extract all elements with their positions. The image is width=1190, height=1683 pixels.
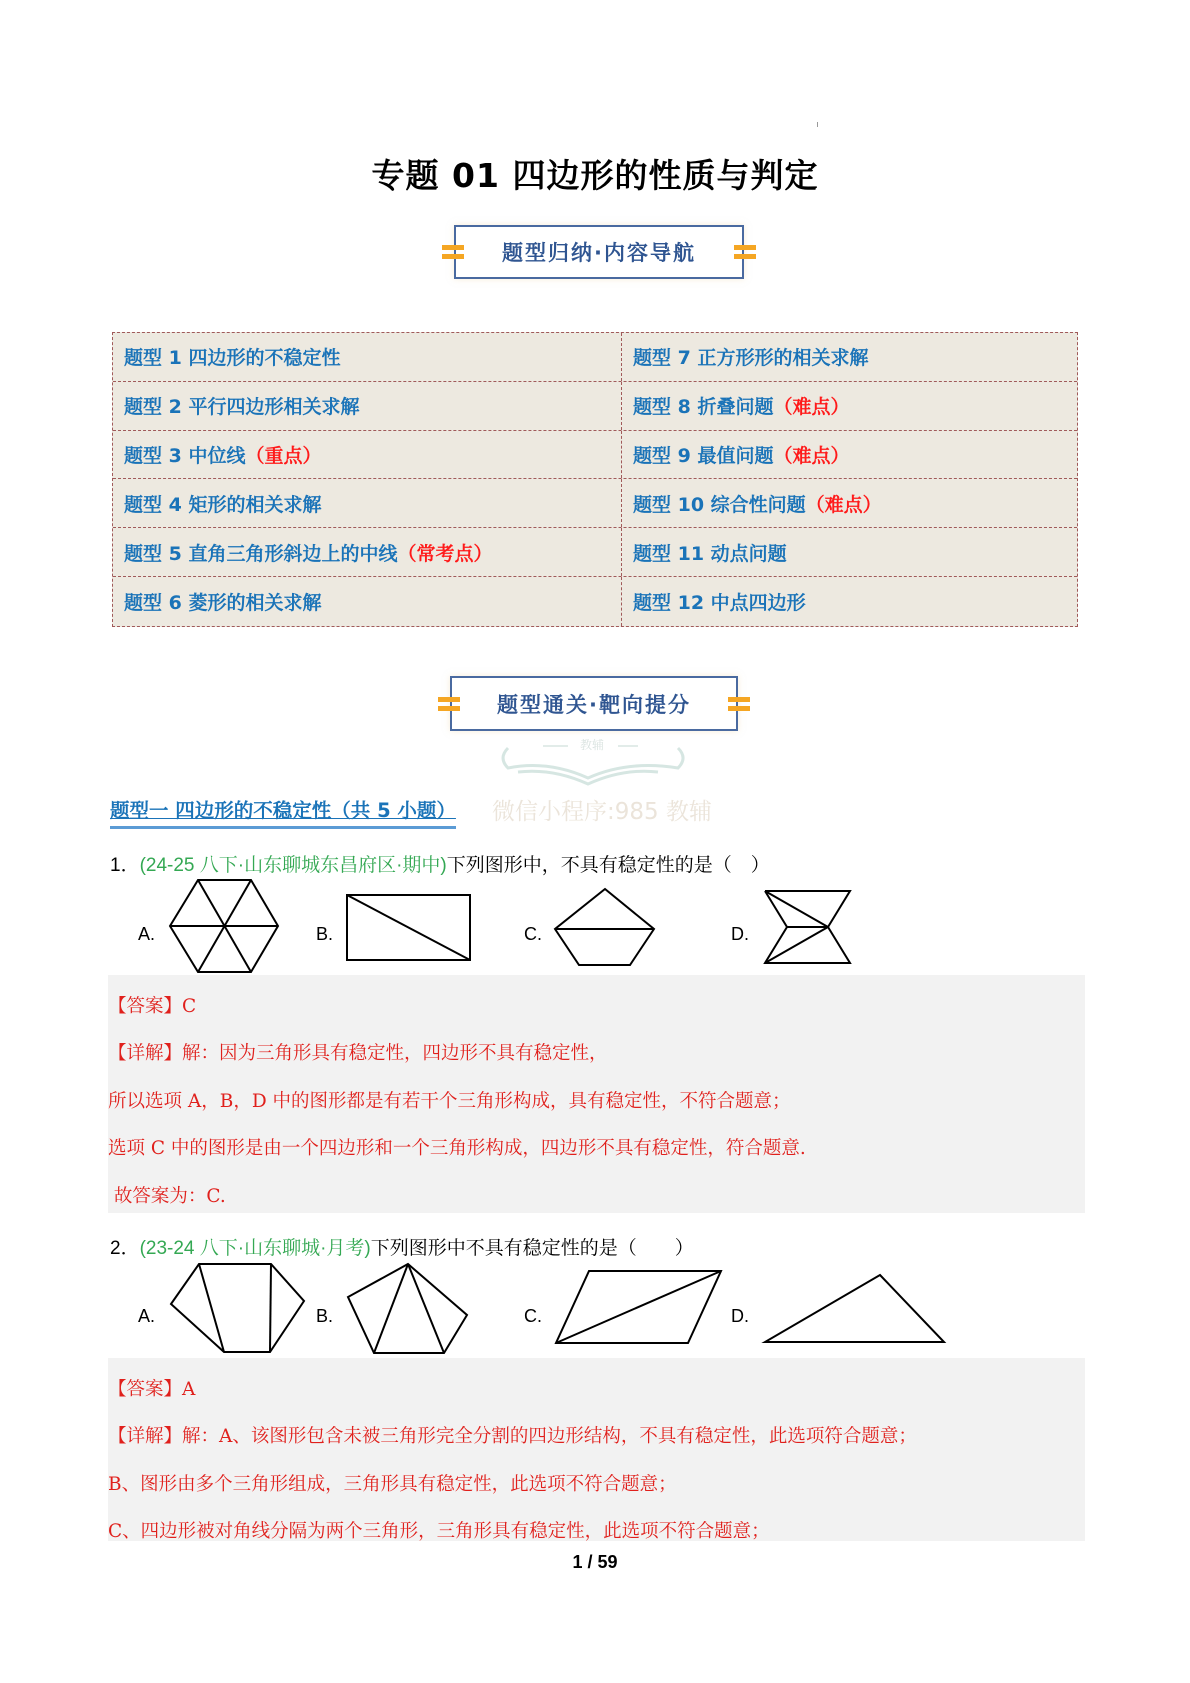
question-stem: 下列图形中，不具有稳定性的是（ ） [446, 855, 770, 876]
explanation-line: 选项 C 中的图形是由一个四边形和一个三角形构成，四边形不具有稳定性，符合题意. [108, 1138, 806, 1159]
answer-box-2 [108, 1358, 1085, 1541]
explanation-line: 所以选项 A，B，D 中的图形都是有若干个三角形构成，具有稳定性，不符合题意； [108, 1091, 791, 1112]
toc-row [113, 479, 1077, 528]
question-source: (23-24 八下·山东聊城·月考) [139, 1238, 371, 1259]
toc-item-12[interactable]: 题型 12 中点四边形 [633, 591, 806, 614]
banner-bar-icon [734, 245, 756, 259]
page-mark [817, 122, 818, 127]
watermark-text: 微信小程序:985 教辅 [492, 799, 712, 825]
banner-bar-icon [728, 697, 750, 711]
toc-item-1[interactable]: 题型 1 四边形的不稳定性 [113, 333, 622, 381]
toc-item-7[interactable]: 题型 7 正方形形的相关求解 [633, 347, 869, 370]
answer-value: A [182, 1379, 196, 1400]
option-label-a: A. [138, 1306, 156, 1326]
toc-item-5[interactable]: 题型 5 直角三角形斜边上的中线 （常考点） [113, 528, 622, 576]
toc-item-11[interactable]: 题型 11 动点问题 [633, 542, 787, 565]
explanation-line: 故答案为：C. [108, 1186, 226, 1207]
difficulty-tag: （难点） [773, 444, 850, 467]
watermark-book-text: 教辅 [580, 738, 605, 752]
toc-row [113, 431, 1077, 480]
frequency-tag: （常考点） [397, 542, 493, 565]
toc-row [113, 528, 1077, 577]
explanation-line: C、四边形被对角线分隔为两个三角形，三角形具有稳定性，此选项不符合题意； [108, 1521, 770, 1542]
answer-box-1 [108, 975, 1085, 1213]
toc-item-2[interactable]: 题型 2 平行四边形相关求解 [113, 382, 622, 430]
explanation-line: B、图形由多个三角形组成，三角形具有稳定性，此选项不符合题意； [108, 1474, 677, 1495]
question-1 [110, 850, 770, 877]
answer-value: C [182, 996, 197, 1017]
option-label-c: C. [524, 924, 542, 944]
option-label-b: B. [316, 1306, 334, 1326]
document-title: 专题 01 四边形的性质与判定 [371, 156, 819, 195]
toc-item-6[interactable]: 题型 6 菱形的相关求解 [113, 577, 622, 626]
nav-banner-label: 题型归纳·内容导航 [502, 241, 696, 265]
answer-line: 【答案】A [108, 1379, 196, 1400]
toc-item-9[interactable]: 题型 9 最值问题 （难点） [622, 431, 1077, 479]
option-label-c: C. [524, 1306, 542, 1326]
question-2 [110, 1233, 694, 1260]
toc-item-4[interactable]: 题型 4 矩形的相关求解 [113, 479, 622, 527]
question-source: (24-25 八下·山东聊城东昌府区·期中) [139, 855, 447, 876]
option-label-d: D. [731, 1306, 749, 1326]
question-stem: 下列图形中不具有稳定性的是（ ） [370, 1238, 694, 1259]
explanation-line: 【详解】解：因为三角形具有稳定性，四边形不具有稳定性， [108, 1043, 608, 1064]
question-number: 1． [110, 855, 140, 876]
toc-table [112, 332, 1078, 627]
option-label-a: A. [138, 924, 156, 944]
question-number: 2． [110, 1238, 140, 1259]
practice-banner [450, 676, 738, 731]
answer-line: 【答案】C [108, 996, 197, 1017]
toc-row [113, 382, 1077, 431]
nav-banner [454, 225, 744, 279]
toc-row [113, 577, 1077, 626]
toc-row [113, 333, 1077, 382]
option-label-d: D. [731, 924, 749, 944]
difficulty-tag: （难点） [773, 396, 850, 419]
banner-bar-icon [438, 697, 460, 711]
section-heading: 题型一 四边形的不稳定性（共 5 小题） [110, 795, 456, 829]
difficulty-tag: （难点） [805, 493, 882, 516]
page-number: 1 / 59 [572, 1552, 618, 1572]
toc-item-3[interactable]: 题型 3 中位线 （重点） [113, 431, 622, 479]
importance-tag: （重点） [245, 444, 322, 467]
explanation-line: 【详解】解：A、该图形包含未被三角形完全分割的四边形结构，不具有稳定性，此选项符合题意； [108, 1426, 917, 1447]
toc-item-8[interactable]: 题型 8 折叠问题 （难点） [622, 382, 1077, 430]
practice-banner-label: 题型通关·靶向提分 [497, 692, 691, 717]
option-label-b: B. [316, 924, 334, 944]
banner-bar-icon [442, 245, 464, 259]
toc-item-10[interactable]: 题型 10 综合性问题 （难点） [622, 479, 1077, 527]
